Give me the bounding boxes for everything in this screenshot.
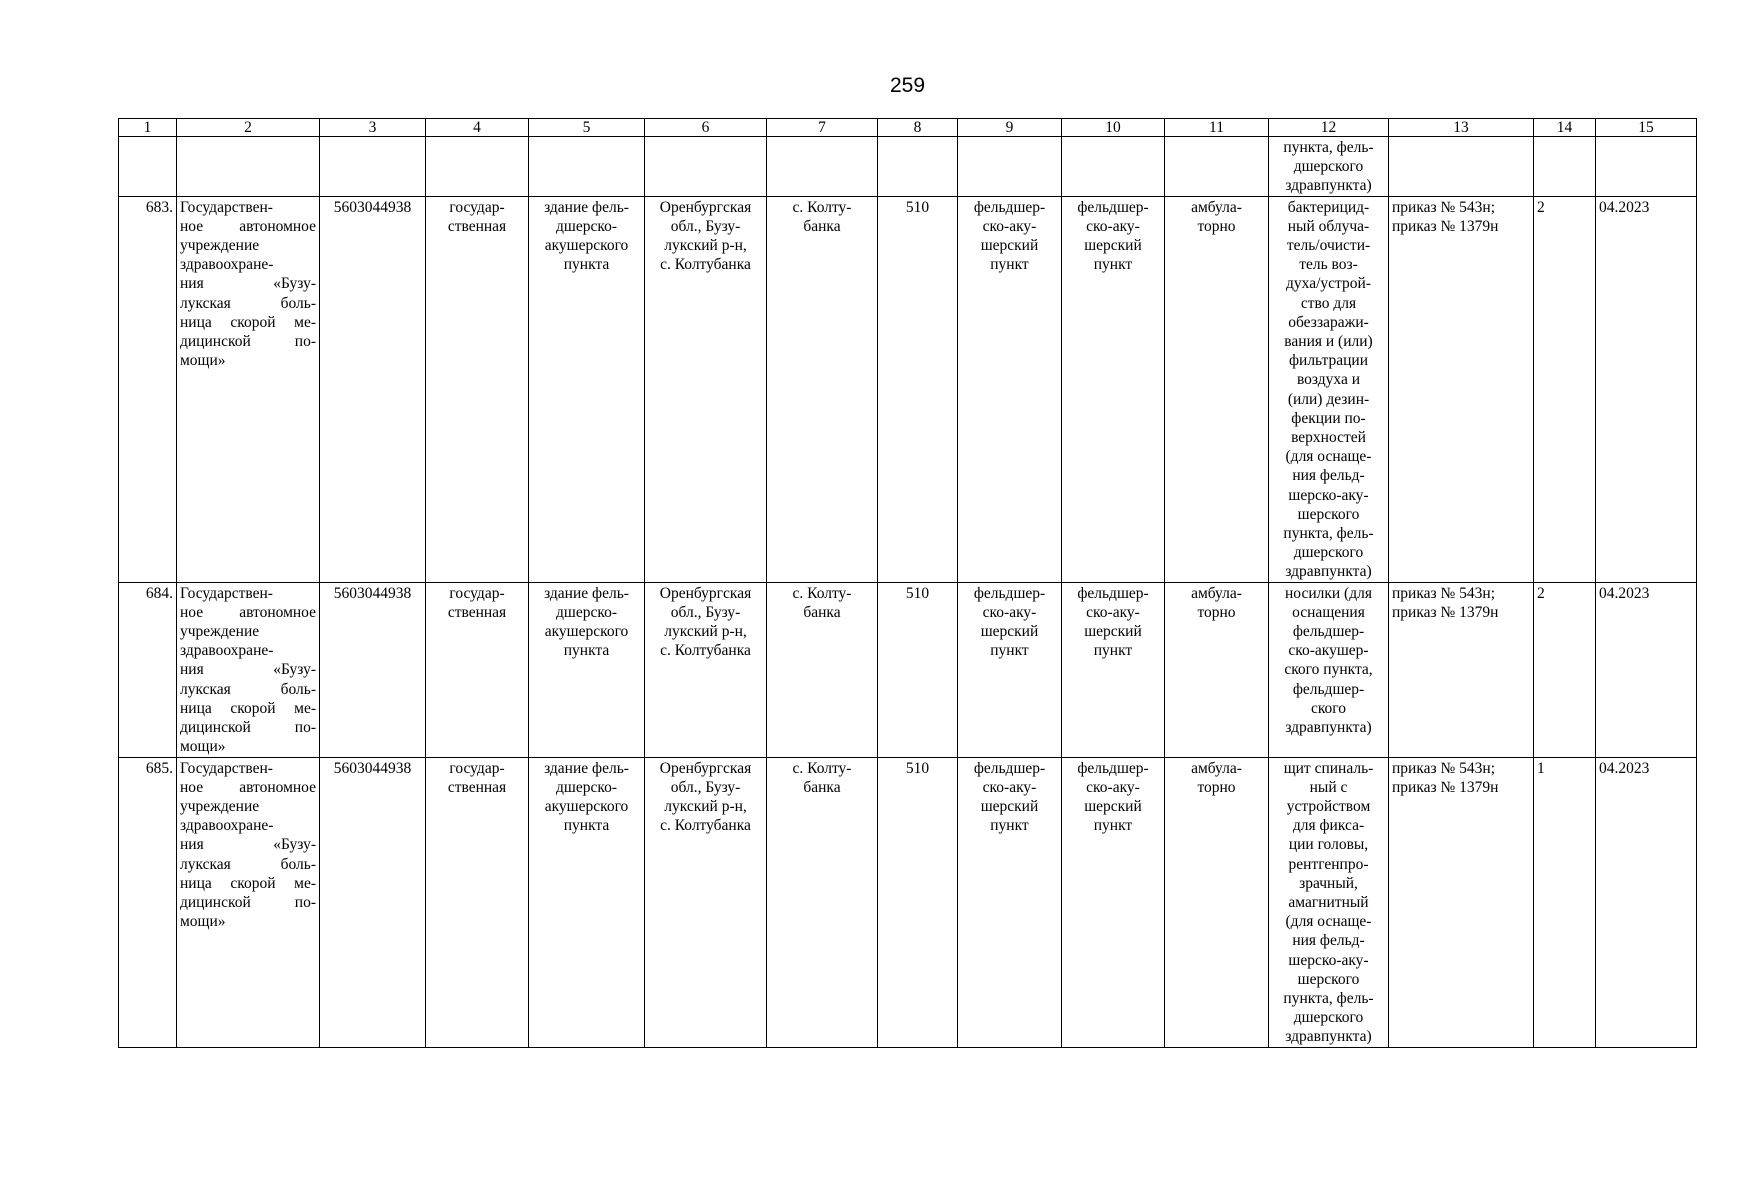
- continued-empty-cell: [767, 137, 878, 197]
- unit-type-line: ско-аку-: [982, 603, 1037, 621]
- unit-type: [958, 757, 1062, 1047]
- care-conditions: [1165, 196, 1269, 582]
- continued-empty-cell: [878, 137, 958, 197]
- ownership-form: [426, 196, 529, 582]
- unit-name-line: пункт: [1093, 817, 1133, 835]
- equipment-name-line: зрачный,: [1299, 874, 1358, 892]
- column-number-1: 1: [119, 119, 177, 137]
- unit-type-line: ско-аку-: [982, 217, 1037, 235]
- care-conditions: [1165, 582, 1269, 757]
- order-reference: [1389, 196, 1534, 582]
- organization-name-line: ния «Бузу-: [180, 275, 316, 293]
- order-reference-line: приказ № 543н;: [1392, 584, 1496, 602]
- care-conditions-line: амбула-: [1191, 584, 1242, 602]
- organization-name-line: ное автономное: [180, 778, 316, 796]
- continued-empty-cell: [958, 137, 1062, 197]
- organization-name-line: мощи»: [180, 352, 226, 370]
- settlement-line: с. Колту-: [792, 759, 852, 777]
- continued-empty-cell: [177, 137, 320, 197]
- organization-name-line: ница скорой ме-: [180, 313, 316, 331]
- building-type-line: пункта: [563, 642, 610, 660]
- address-line: Оренбургская: [659, 198, 752, 216]
- organization-name-line: учреждение: [180, 797, 260, 815]
- order-reference-line: приказ № 1379н: [1392, 217, 1499, 235]
- address: [645, 196, 767, 582]
- equipment-name-line: пункта, фель-: [1283, 989, 1374, 1007]
- address-line: обл., Бузу-: [670, 603, 741, 621]
- equipment-name-line: ный с: [1309, 778, 1348, 796]
- column-number-9: 9: [958, 119, 1062, 137]
- inn-value: 5603044938: [320, 196, 426, 582]
- address-line: с. Колтубанка: [660, 817, 751, 835]
- equipment-name-line: тель/очисти-: [1286, 237, 1371, 255]
- unit-name-line: ско-аку-: [1086, 217, 1140, 235]
- inn-value: 5603044938: [320, 757, 426, 1047]
- organization-name-line: здравоохране-: [180, 817, 274, 835]
- care-conditions: [1165, 757, 1269, 1047]
- column-number-2: 2: [177, 119, 320, 137]
- table-row: [119, 196, 1697, 582]
- equipment-name-line: шерско-аку-: [1288, 486, 1369, 504]
- unit-name-line: фельдшер-: [1077, 584, 1149, 602]
- organization-name-line: лукская боль-: [180, 294, 316, 312]
- equipment-name-line: фельдшер-: [1292, 680, 1365, 698]
- equipment-name: [1269, 196, 1389, 582]
- building-type-line: акушерского: [544, 623, 629, 641]
- unit-type-line: пункт: [990, 817, 1029, 835]
- equipment-name-line: (для оснаще-: [1285, 448, 1372, 466]
- continued-empty-cell: [1389, 137, 1534, 197]
- equipment-name-line: здравпункта): [1285, 1028, 1372, 1046]
- row-number: 683.: [119, 196, 177, 582]
- equipment-name-line: для фикса-: [1292, 817, 1365, 835]
- address-line: обл., Бузу-: [670, 778, 741, 796]
- equipment-name-line: ского пункта,: [1284, 661, 1373, 679]
- continued-empty-cell: [1596, 137, 1697, 197]
- equipment-name-line: ско-акушер-: [1288, 642, 1369, 660]
- care-conditions-line: торно: [1197, 217, 1236, 235]
- organization-name-line: ное автономное: [180, 217, 316, 235]
- unit-name: [1062, 757, 1165, 1047]
- date-value: 04.2023: [1596, 196, 1697, 582]
- column-number-14: 14: [1534, 119, 1596, 137]
- organization-name-line: мощи»: [180, 738, 226, 756]
- continued-empty-cell: [119, 137, 177, 197]
- unit-name-line: фельдшер-: [1077, 759, 1149, 777]
- unit-type-line: фельдшер-: [973, 584, 1046, 602]
- settlement: [767, 196, 878, 582]
- building-type: [529, 582, 645, 757]
- row-number: 684.: [119, 582, 177, 757]
- building-type-line: акушерского: [544, 237, 629, 255]
- settlement-line: с. Колту-: [792, 198, 852, 216]
- organization-name-line: Государствен-: [180, 759, 273, 777]
- unit-type: [958, 582, 1062, 757]
- quantity-value: 1: [1534, 757, 1596, 1047]
- address: [645, 582, 767, 757]
- organization-name-line: Государствен-: [180, 198, 273, 216]
- date-value: 04.2023: [1596, 757, 1697, 1047]
- building-type-line: акушерского: [544, 797, 629, 815]
- organization-name-line: учреждение: [180, 237, 260, 255]
- order-reference: [1389, 757, 1534, 1047]
- ownership-form-line: государ-: [449, 198, 505, 216]
- settlement: [767, 582, 878, 757]
- column-number-7: 7: [767, 119, 878, 137]
- organization-name-line: дицинской по-: [180, 333, 316, 351]
- building-type-line: здание фель-: [544, 759, 629, 777]
- equipment-name-line: пункта, фель-: [1283, 525, 1374, 543]
- building-type-line: здание фель-: [544, 198, 629, 216]
- equipment-name-line: дшерского: [1293, 544, 1364, 562]
- continued-empty-cell: [529, 137, 645, 197]
- equipment-name-line: здравпункта): [1285, 719, 1372, 737]
- equipment-name-line: щит спиналь-: [1283, 759, 1374, 777]
- equipment-name-line: дшерского: [1293, 1009, 1364, 1027]
- address-line: лукский р-н,: [664, 237, 747, 255]
- equipment-name-line: фильтрации: [1288, 352, 1369, 370]
- care-conditions-line: торно: [1197, 603, 1236, 621]
- equipment-name-line: шерского: [1297, 970, 1360, 988]
- organization-name: [177, 196, 320, 582]
- continued-empty-cell: [1165, 137, 1269, 197]
- building-type-line: пункта: [563, 817, 610, 835]
- continued-equipment-cell: [1269, 137, 1389, 197]
- unit-name-line: ско-аку-: [1086, 603, 1140, 621]
- column-number-11: 11: [1165, 119, 1269, 137]
- building-type: [529, 757, 645, 1047]
- equipment-name-line: тель воз-: [1299, 256, 1358, 274]
- equipment-name-line: шерско-аку-: [1288, 951, 1369, 969]
- organization-name: [177, 757, 320, 1047]
- continued-row: [119, 137, 1697, 197]
- unit-type-line: фельдшер-: [973, 198, 1046, 216]
- unit-type-line: пункт: [990, 642, 1029, 660]
- ownership-form: [426, 757, 529, 1047]
- order-reference: [1389, 582, 1534, 757]
- equipment-name-line: ство для: [1300, 294, 1357, 312]
- unit-name-line: шерский: [1084, 623, 1142, 641]
- organization-name-line: ния «Бузу-: [180, 661, 316, 679]
- address-line: обл., Бузу-: [670, 217, 741, 235]
- equipment-name-line: рентгенпро-: [1288, 855, 1369, 873]
- organization-name-line: учреждение: [180, 623, 260, 641]
- order-reference-line: приказ № 1379н: [1392, 603, 1499, 621]
- organization-name-line: дицинской по-: [180, 893, 316, 911]
- column-number-3: 3: [320, 119, 426, 137]
- code-value: 510: [878, 757, 958, 1047]
- continued-empty-cell: [320, 137, 426, 197]
- unit-type-line: пункт: [990, 256, 1029, 274]
- column-number-10: 10: [1062, 119, 1165, 137]
- address: [645, 757, 767, 1047]
- equipment-name-line: амагнитный: [1288, 893, 1369, 911]
- equipment-name-line: (или) дезин-: [1287, 390, 1370, 408]
- building-type-line: здание фель-: [544, 584, 629, 602]
- equipment-name-line: здравпункта): [1285, 563, 1372, 581]
- equipment-name-line: устройством: [1286, 797, 1371, 815]
- organization-name-line: Государствен-: [180, 584, 273, 602]
- organization-name-line: мощи»: [180, 913, 226, 931]
- building-type-line: дшерско-: [556, 217, 617, 235]
- address-line: с. Колтубанка: [660, 642, 751, 660]
- unit-name-line: шерский: [1084, 237, 1142, 255]
- column-number-4: 4: [426, 119, 529, 137]
- column-number-row: [119, 119, 1697, 137]
- equipment-name-line: носилки (для: [1285, 584, 1372, 602]
- equipment-name-line: бактерицид-: [1287, 198, 1370, 216]
- unit-type-line: шерский: [980, 623, 1039, 641]
- equipment-name-line: (для оснаще-: [1285, 913, 1372, 931]
- ownership-form-line: ственная: [447, 217, 507, 235]
- settlement: [767, 757, 878, 1047]
- unit-name-line: пункт: [1093, 256, 1133, 274]
- settlement-line: банка: [803, 217, 841, 235]
- equipment-name-line: ции головы,: [1288, 836, 1369, 854]
- continued-equipment-cell-line: дшерского: [1293, 158, 1364, 176]
- equipment-name-line: оснащения: [1292, 603, 1365, 621]
- registry-table: [118, 118, 1697, 1048]
- organization-name-line: ное автономное: [180, 603, 316, 621]
- table-row: [119, 757, 1697, 1047]
- row-number: 685.: [119, 757, 177, 1047]
- column-number-6: 6: [645, 119, 767, 137]
- continued-equipment-cell-line: здравпункта): [1285, 177, 1372, 195]
- address-line: Оренбургская: [659, 759, 752, 777]
- organization-name-line: лукская боль-: [180, 855, 316, 873]
- unit-type-line: шерский: [980, 237, 1039, 255]
- address-line: Оренбургская: [659, 584, 752, 602]
- continued-empty-cell: [426, 137, 529, 197]
- settlement-line: банка: [803, 603, 841, 621]
- ownership-form-line: ственная: [447, 603, 507, 621]
- quantity-value: 2: [1534, 196, 1596, 582]
- ownership-form-line: государ-: [449, 584, 505, 602]
- organization-name-line: здравоохране-: [180, 256, 274, 274]
- care-conditions-line: торно: [1197, 778, 1236, 796]
- equipment-name-line: шерского: [1297, 505, 1360, 523]
- continued-equipment-cell-line: пункта, фель-: [1283, 139, 1374, 156]
- care-conditions-line: амбула-: [1191, 198, 1242, 216]
- continued-empty-cell: [1062, 137, 1165, 197]
- equipment-name-line: ный облуча-: [1287, 217, 1370, 235]
- ownership-form-line: государ-: [449, 759, 505, 777]
- page-number: 259: [889, 74, 926, 97]
- equipment-name-line: обеззаражи-: [1288, 313, 1369, 331]
- unit-type: [958, 196, 1062, 582]
- care-conditions-line: амбула-: [1191, 759, 1242, 777]
- continued-empty-cell: [1534, 137, 1596, 197]
- unit-name: [1062, 582, 1165, 757]
- unit-type-line: ско-аку-: [982, 778, 1037, 796]
- address-line: лукский р-н,: [664, 623, 747, 641]
- column-number-5: 5: [529, 119, 645, 137]
- organization-name: [177, 582, 320, 757]
- equipment-name-line: верхностей: [1291, 429, 1366, 447]
- building-type: [529, 196, 645, 582]
- column-number-8: 8: [878, 119, 958, 137]
- inn-value: 5603044938: [320, 582, 426, 757]
- address-line: лукский р-н,: [664, 797, 747, 815]
- building-type-line: дшерско-: [556, 603, 617, 621]
- unit-name-line: пункт: [1093, 642, 1133, 660]
- equipment-name-line: ния фельд-: [1292, 467, 1365, 485]
- equipment-name-line: воздуха и: [1296, 371, 1361, 389]
- unit-name-line: шерский: [1084, 797, 1142, 815]
- unit-type-line: фельдшер-: [973, 759, 1046, 777]
- ownership-form: [426, 582, 529, 757]
- equipment-name-line: фекции по-: [1291, 409, 1366, 427]
- order-reference-line: приказ № 543н;: [1392, 759, 1496, 777]
- unit-name-line: ско-аку-: [1086, 778, 1140, 796]
- column-number-15: 15: [1596, 119, 1697, 137]
- unit-type-line: шерский: [980, 797, 1039, 815]
- date-value: 04.2023: [1596, 582, 1697, 757]
- building-type-line: дшерско-: [556, 778, 617, 796]
- continued-empty-cell: [645, 137, 767, 197]
- equipment-name-line: вания и (или): [1284, 333, 1373, 351]
- quantity-value: 2: [1534, 582, 1596, 757]
- column-number-13: 13: [1389, 119, 1534, 137]
- settlement-line: банка: [803, 778, 841, 796]
- organization-name-line: лукская боль-: [180, 680, 316, 698]
- equipment-name-line: духа/устрой-: [1286, 275, 1371, 293]
- table-row: [119, 582, 1697, 757]
- equipment-name-line: ского: [1310, 699, 1347, 717]
- unit-name-line: фельдшер-: [1077, 198, 1149, 216]
- address-line: с. Колтубанка: [660, 256, 751, 274]
- equipment-name-line: ния фельд-: [1292, 932, 1365, 950]
- order-reference-line: приказ № 543н;: [1392, 198, 1496, 216]
- organization-name-line: ния «Бузу-: [180, 836, 316, 854]
- settlement-line: с. Колту-: [792, 584, 852, 602]
- organization-name-line: дицинской по-: [180, 719, 316, 737]
- code-value: 510: [878, 582, 958, 757]
- column-number-12: 12: [1269, 119, 1389, 137]
- ownership-form-line: ственная: [447, 778, 507, 796]
- order-reference-line: приказ № 1379н: [1392, 778, 1499, 796]
- organization-name-line: ница скорой ме-: [180, 874, 316, 892]
- equipment-name-line: фельдшер-: [1292, 623, 1365, 641]
- organization-name-line: ница скорой ме-: [180, 699, 316, 717]
- code-value: 510: [878, 196, 958, 582]
- building-type-line: пункта: [563, 256, 610, 274]
- equipment-name: [1269, 582, 1389, 757]
- organization-name-line: здравоохране-: [180, 642, 274, 660]
- equipment-name: [1269, 757, 1389, 1047]
- unit-name: [1062, 196, 1165, 582]
